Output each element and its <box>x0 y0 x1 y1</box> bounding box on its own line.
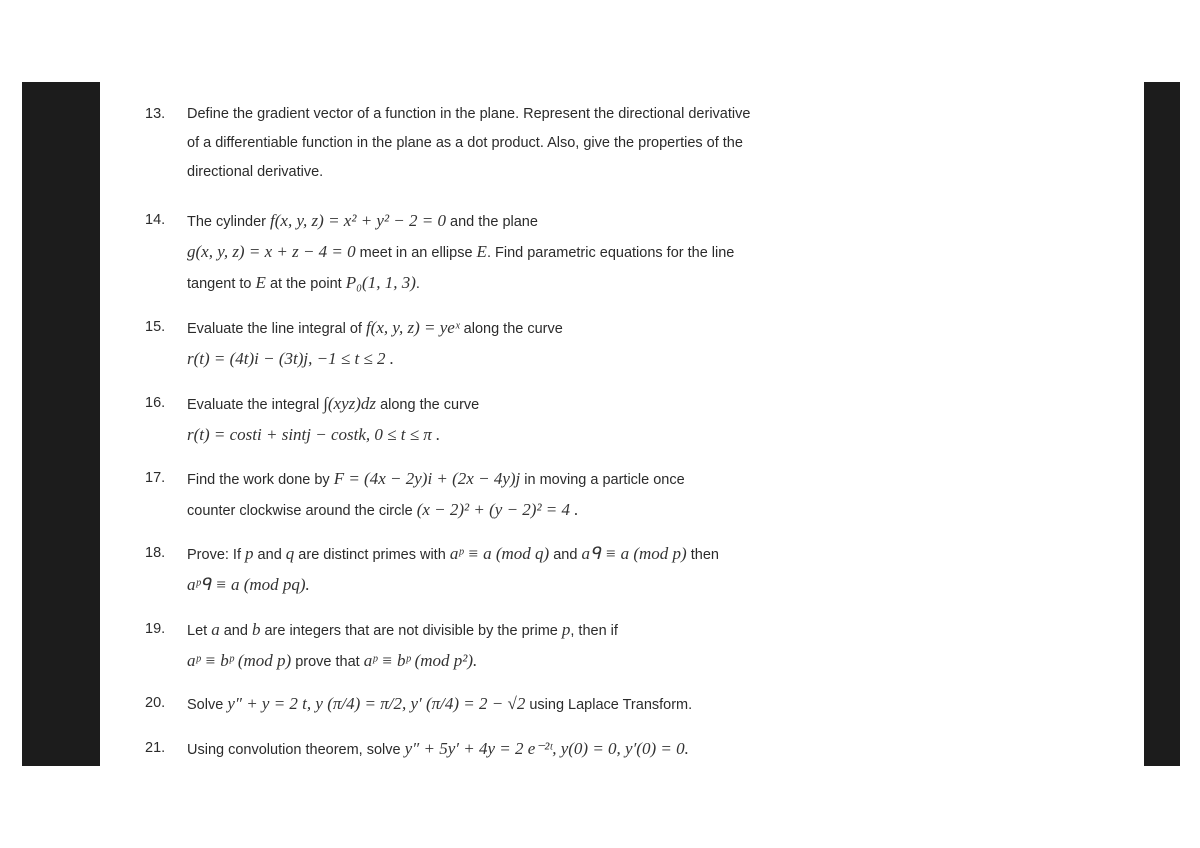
math-expression: aᵖ ≡ bᵖ (mod p²). <box>363 651 478 670</box>
text-run: are distinct primes with <box>294 547 450 563</box>
text-run: Find the work done by <box>187 472 334 488</box>
math-expression: f(x, y, z) = x² + y² − 2 = 0 <box>270 211 447 230</box>
text-run: Evaluate the line integral of <box>187 321 366 337</box>
question-text-line <box>145 420 945 451</box>
math-expression: p <box>561 620 571 639</box>
text-run: and <box>549 547 582 563</box>
text-run: The cylinder <box>187 214 271 230</box>
text-run: Using convolution theorem, solve <box>187 742 405 758</box>
left-black-border <box>22 82 100 766</box>
math-expression: a <box>211 620 220 639</box>
question-text-line: directional derivative. <box>187 164 324 180</box>
question-text-line <box>145 344 945 375</box>
math-expression: aᵖᑫ ≡ a (mod pq). <box>187 575 310 594</box>
text-run: then <box>686 547 719 563</box>
text-run: tangent to <box>187 276 256 292</box>
math-expression: (x − 2)² + (y − 2)² = 4 . <box>416 500 579 519</box>
right-black-border <box>1144 82 1180 766</box>
question-text-line <box>145 570 945 601</box>
math-expression: b <box>251 620 261 639</box>
math-expression: aᵖ ≡ bᵖ (mod p) <box>187 651 292 670</box>
question-text-line <box>145 646 945 677</box>
question-18 <box>145 539 945 601</box>
math-expression: g(x, y, z) = x + z − 4 = 0 <box>187 242 356 261</box>
text-run: . Find parametric equations for the line <box>486 245 735 261</box>
text-run: in moving a particle once <box>520 472 685 488</box>
text-run: and <box>219 623 252 639</box>
text-run: along the curve <box>376 397 480 413</box>
math-expression: ∫(xyz)dz <box>323 394 377 413</box>
math-expression: r(t) = (4t)i − (3t)j, −1 ≤ t ≤ 2 . <box>187 349 394 368</box>
question-20 <box>145 689 945 720</box>
text-run: Solve <box>187 697 228 713</box>
math-expression: q <box>285 544 295 563</box>
text-run: using Laplace Transform. <box>525 697 693 713</box>
question-number: 14. <box>145 212 166 228</box>
math-expression: P₀(1, 1, 3) <box>345 273 416 292</box>
question-text-line <box>145 539 945 570</box>
text-run: Prove: If <box>187 547 246 563</box>
question-text-line <box>145 464 945 495</box>
text-run: and <box>253 547 286 563</box>
math-expression: f(x, y, z) = yeˣ <box>365 318 460 337</box>
math-expression: aᑫ ≡ a (mod p) <box>581 544 687 563</box>
question-15 <box>145 313 945 375</box>
question-text-line <box>145 495 945 526</box>
text-run: and the plane <box>446 214 538 230</box>
math-expression: r(t) = costi + sintj − costk, 0 ≤ t ≤ π . <box>187 425 441 444</box>
text-run: . <box>415 276 420 292</box>
question-16 <box>145 389 945 451</box>
question-number: 17. <box>145 470 166 486</box>
text-run: , then if <box>570 623 618 639</box>
text-run: Evaluate the integral <box>187 397 324 413</box>
math-expression: F = (4x − 2y)i + (2x − 4y)j <box>333 469 521 488</box>
text-run: meet in an ellipse <box>355 245 477 261</box>
math-expression: p <box>245 544 254 563</box>
question-text-line <box>145 389 945 420</box>
question-21 <box>145 734 945 765</box>
question-number: 15. <box>145 319 166 335</box>
question-text-line <box>145 268 945 299</box>
question-14 <box>145 206 945 299</box>
question-text-line <box>145 615 945 646</box>
question-17 <box>145 464 945 526</box>
text-run: are integers that are not divisible by the prime <box>260 623 562 639</box>
question-text-line <box>145 313 945 344</box>
question-text-line: Define the gradient vector of a function in the plane. Represent the directional derivative <box>187 106 751 122</box>
question-text-line <box>145 689 945 720</box>
question-text-line: of a differentiable function in the plane as a dot product. Also, give the properties of the <box>187 135 743 151</box>
text-run: Let <box>187 623 212 639</box>
math-expression: y″ + 5y′ + 4y = 2 e⁻²ᵗ, y(0) = 0, y′(0) = 0. <box>404 739 689 758</box>
question-text-line <box>145 734 945 765</box>
question-19 <box>145 615 945 677</box>
question-number: 18. <box>145 545 166 561</box>
text-run: at the point <box>265 276 346 292</box>
math-expression: E <box>255 273 266 292</box>
question-number: 21. <box>145 740 166 756</box>
question-number: 16. <box>145 395 166 411</box>
math-expression: y″ + y = 2 t, y (π/4) = π/2, y′ (π/4) = 2 − √2 <box>227 694 526 713</box>
question-13 <box>145 100 945 187</box>
math-expression: aᵖ ≡ a (mod q) <box>449 544 550 563</box>
text-run: counter clockwise around the circle <box>187 503 417 519</box>
question-text-line <box>145 237 945 268</box>
question-number: 20. <box>145 695 166 711</box>
question-number: 19. <box>145 621 166 637</box>
text-run: prove that <box>291 654 364 670</box>
math-expression: E <box>476 242 487 261</box>
text-run: along the curve <box>459 321 563 337</box>
question-number: 13. <box>145 106 166 122</box>
question-text-line <box>145 206 945 237</box>
